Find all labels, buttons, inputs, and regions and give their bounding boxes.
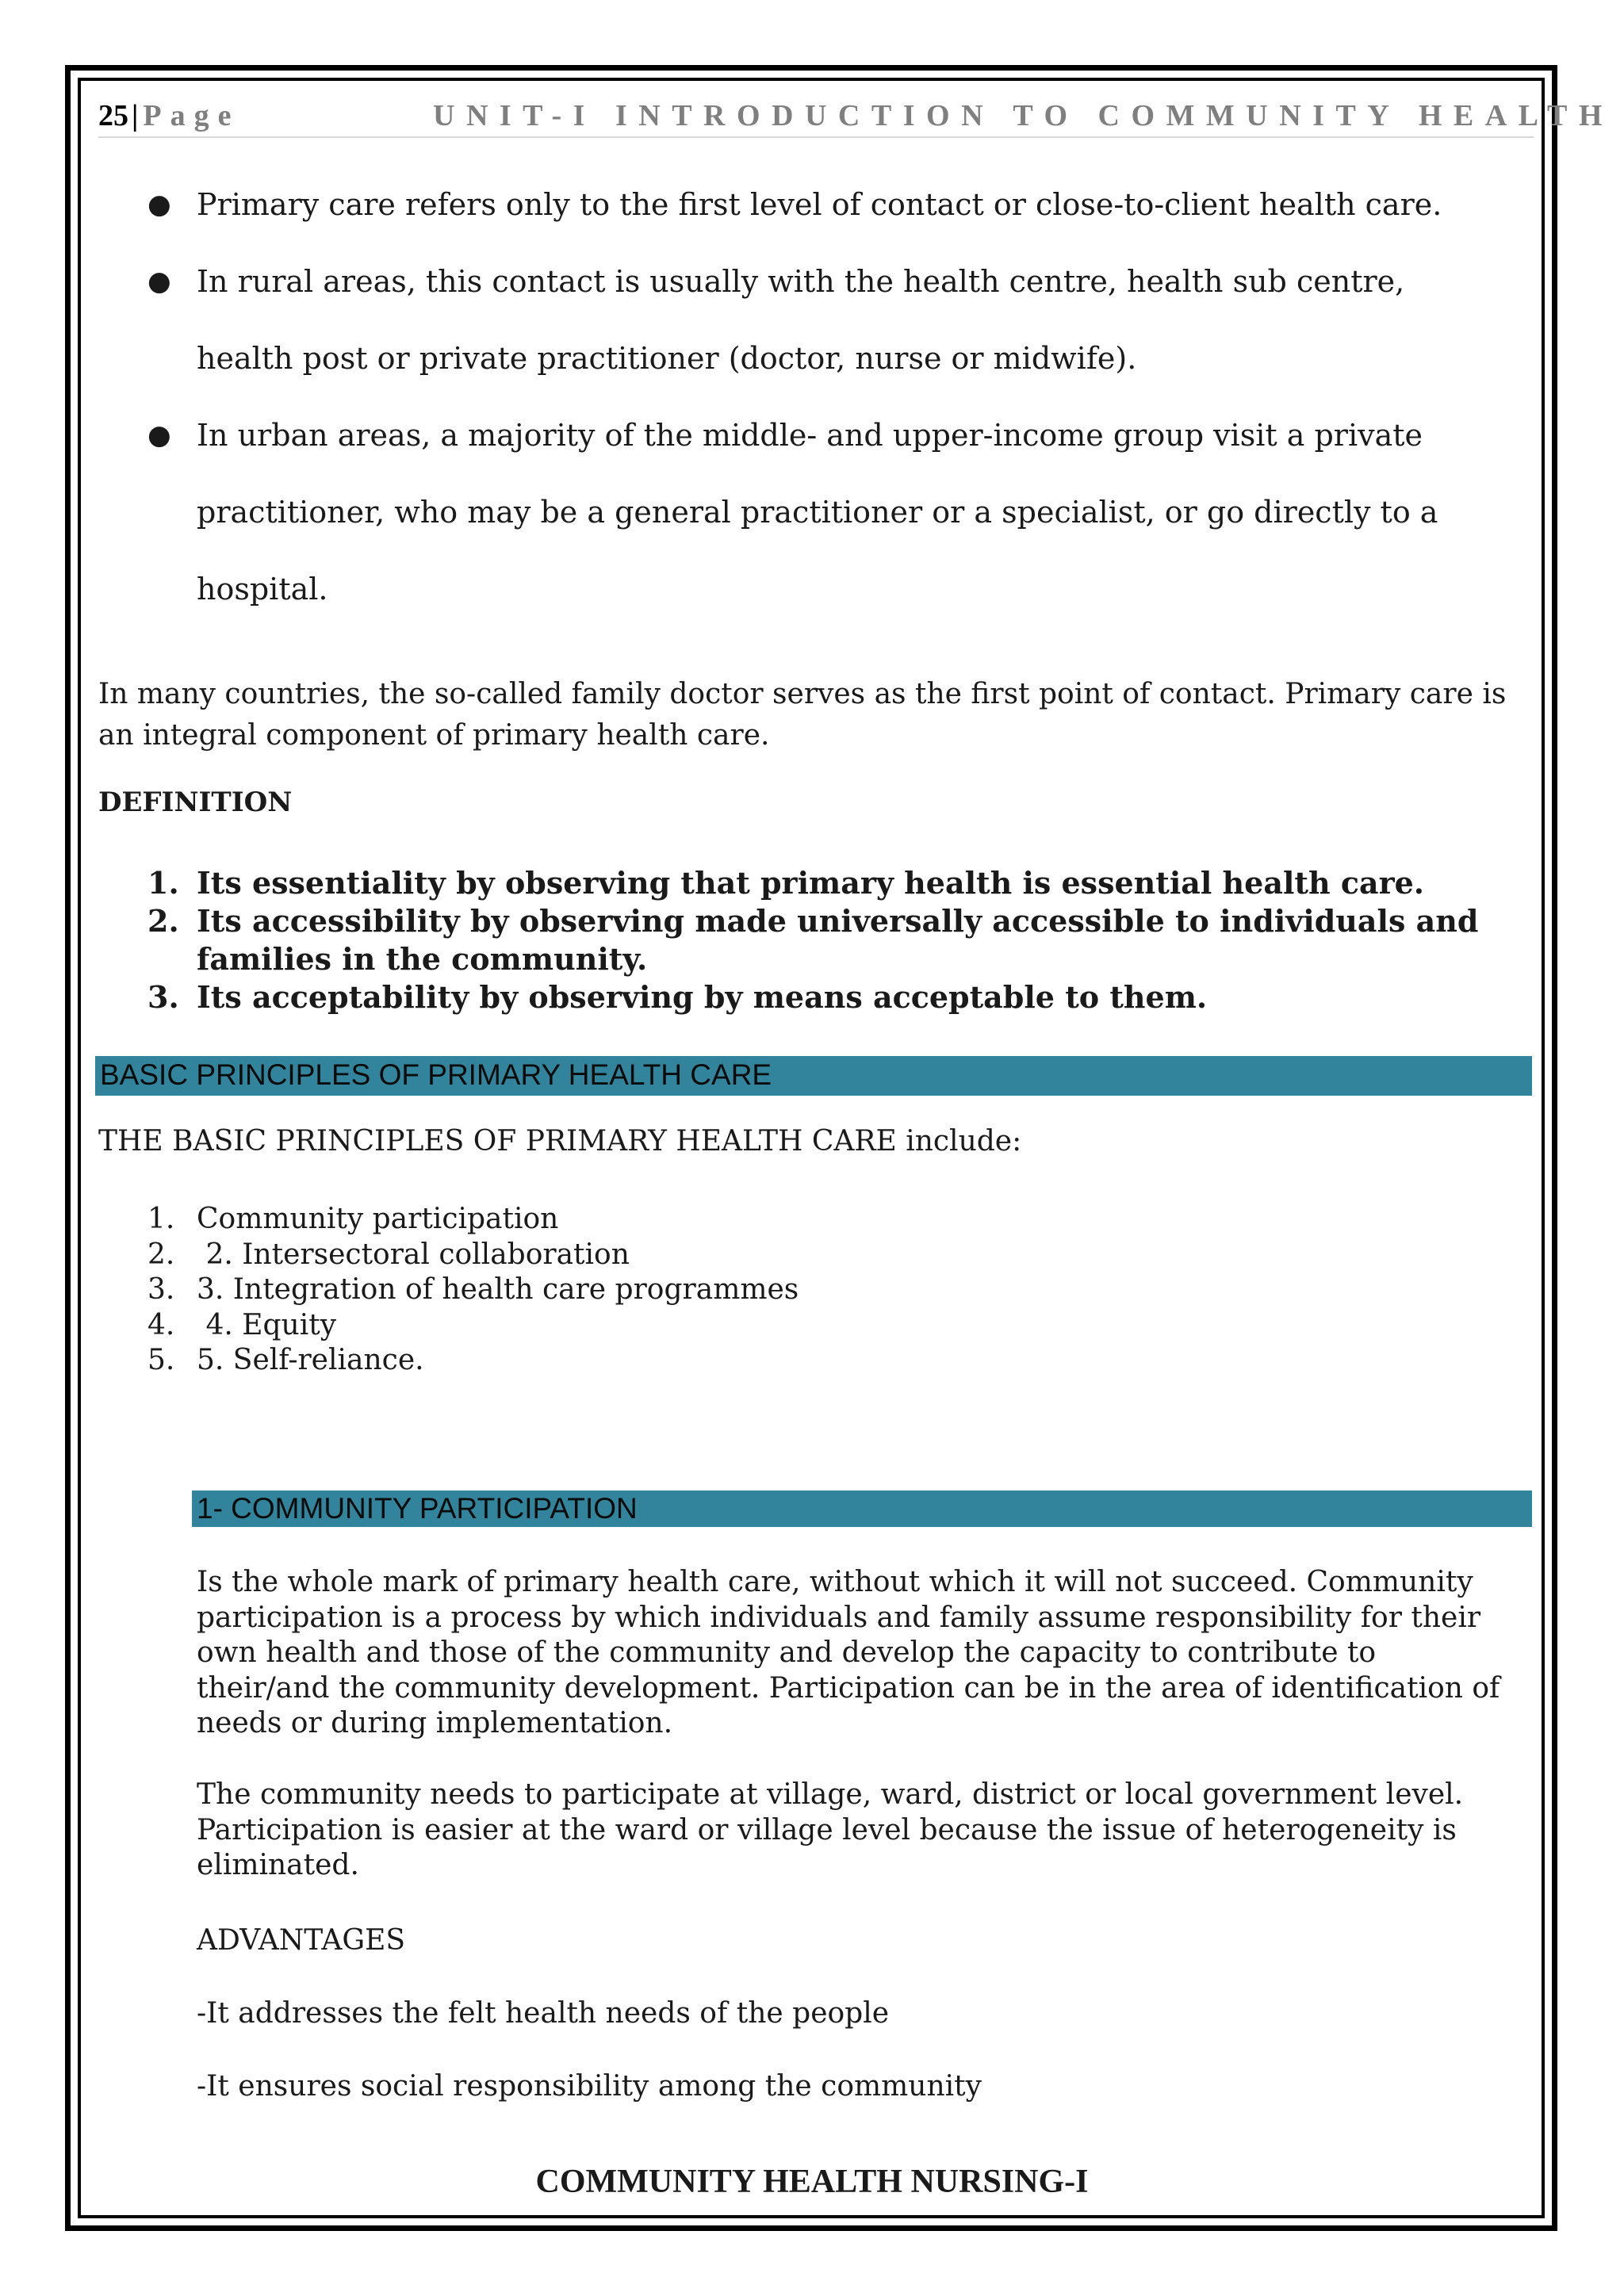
page-number: 25 — [98, 99, 128, 132]
header-separator: | — [132, 99, 139, 132]
principle-item — [141, 1308, 799, 1344]
intro-bullet-list — [98, 166, 1526, 628]
bullet-text: practitioner, who may be a general practitioner or a specialist, or go directly to a — [197, 495, 1438, 530]
paragraph-line: In many countries, the so-called family doctor serves as the first point of contact. Primary care is — [98, 678, 1507, 710]
community-participation-banner: 1- COMMUNITY PARTICIPATION — [192, 1490, 1532, 1527]
bullet-text: hospital. — [197, 572, 328, 607]
principle-text: 3. Integration of health care programmes — [197, 1273, 799, 1306]
page-number-label — [98, 98, 239, 133]
definition-list — [141, 864, 1521, 1016]
paragraph-line: The community needs to participate at village, ward, district or local government level. — [197, 1778, 1464, 1811]
principle-number: 2. — [147, 1238, 175, 1271]
paragraph-line: needs or during implementation. — [197, 1707, 673, 1739]
bullet-item — [98, 397, 1526, 474]
basic-principles-banner: BASIC PRINCIPLES OF PRIMARY HEALTH CARE — [95, 1056, 1532, 1096]
bullet-icon: ● — [147, 189, 171, 220]
bullet-item — [98, 166, 1526, 243]
principle-text: 5. Self-reliance. — [197, 1344, 424, 1376]
principle-item — [141, 1272, 799, 1308]
family-doctor-paragraph — [98, 674, 1526, 756]
bullet-icon: ● — [147, 419, 171, 451]
principle-number: 1. — [147, 1203, 175, 1235]
bullet-text: In urban areas, a majority of the middle- and upper-income group visit a private — [197, 418, 1423, 453]
principle-text: 4. Equity — [197, 1308, 337, 1341]
principle-number: 3. — [147, 1273, 175, 1306]
advantage-item: -It ensures social responsibility among the community — [197, 2070, 982, 2103]
page-footer: COMMUNITY HEALTH NURSING-I — [535, 2164, 1089, 2200]
community-participation-paragraph-2 — [197, 1777, 1529, 1884]
bullet-continuation — [98, 320, 1526, 397]
community-participation-paragraph-1 — [197, 1565, 1529, 1742]
definition-line: Its essentiality by observing that primary health is essential health care. — [197, 865, 1424, 901]
paragraph-line: Is the whole mark of primary health care, without which it will not succeed. Community — [197, 1566, 1473, 1598]
definition-item — [141, 902, 1521, 978]
principles-list — [141, 1202, 799, 1379]
paragraph-line: eliminated. — [197, 1849, 359, 1881]
principle-text: 2. Intersectoral collaboration — [197, 1238, 630, 1271]
paragraph-line: own health and those of the community and develop the capacity to contribute to — [197, 1636, 1377, 1669]
definition-number: 1. — [147, 865, 179, 901]
bullet-text: In rural areas, this contact is usually with the health centre, health sub centre, — [197, 264, 1405, 299]
paragraph-line: their/and the community development. Participation can be in the area of identification of — [197, 1671, 1500, 1705]
principle-number: 5. — [147, 1344, 175, 1376]
paragraph-line: an integral component of primary health care. — [98, 719, 770, 752]
bullet-icon: ● — [147, 266, 171, 297]
bullet-text: Primary care refers only to the first level of contact or close-to-client health care. — [197, 187, 1442, 222]
advantage-item: -It addresses the felt health needs of the people — [197, 1997, 890, 2030]
principle-item — [141, 1343, 799, 1379]
definition-line: Its accessibility by observing made universally accessible to individuals and — [197, 903, 1479, 939]
bullet-text: health post or private practitioner (doctor, nurse or midwife). — [197, 341, 1137, 376]
unit-title: UNIT-I INTRODUCTION TO COMMUNITY HEALTH — [433, 99, 1614, 132]
bullet-continuation — [98, 551, 1526, 628]
principle-item — [141, 1202, 799, 1238]
principle-number: 4. — [147, 1308, 175, 1341]
basic-principles-intro: THE BASIC PRINCIPLES OF PRIMARY HEALTH CARE include: — [98, 1125, 1022, 1158]
bullet-item — [98, 243, 1526, 320]
page-word: Page — [143, 99, 240, 132]
principle-item — [141, 1238, 799, 1273]
definition-line: families in the community. — [197, 941, 648, 977]
principle-text: Community participation — [197, 1203, 559, 1235]
definition-item — [141, 864, 1521, 902]
definition-item — [141, 978, 1521, 1016]
advantages-heading: ADVANTAGES — [197, 1924, 406, 1957]
definition-number: 3. — [147, 979, 179, 1015]
page-header — [98, 95, 1614, 138]
definition-heading: DEFINITION — [98, 786, 293, 818]
paragraph-line: participation is a process by which individuals and family assume responsibility for their — [197, 1601, 1481, 1634]
definition-line: Its acceptability by observing by means acceptable to them. — [197, 979, 1208, 1015]
paragraph-line: Participation is easier at the ward or village level because the issue of heterogeneity is — [197, 1813, 1457, 1846]
bullet-continuation — [98, 474, 1526, 551]
definition-number: 2. — [147, 903, 179, 939]
